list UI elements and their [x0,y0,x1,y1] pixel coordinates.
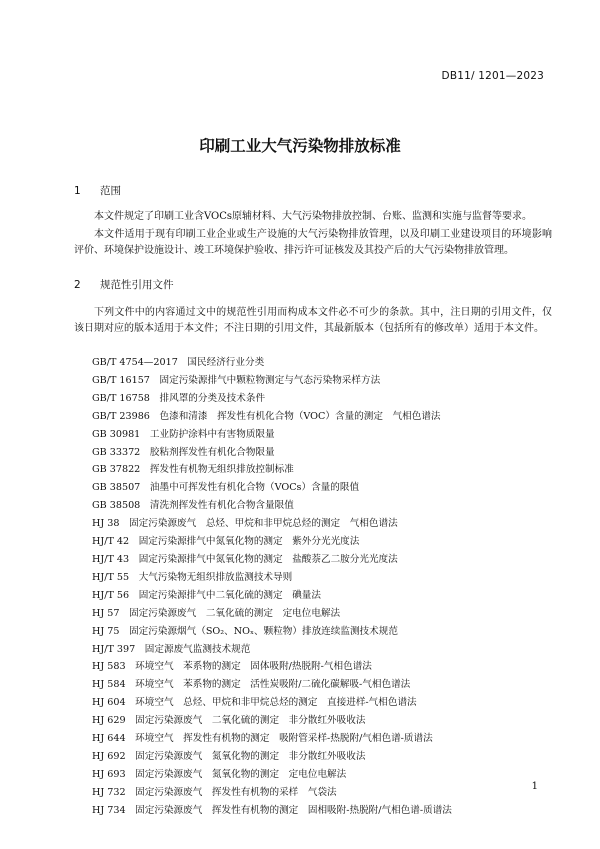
reference-item: GB/T 23986 色漆和清漆 挥发性有机化合物（VOC）含量的测定 气相色谱法 [92,410,441,422]
reference-item: HJ/T 56 固定污染源排气中二氧化硫的测定 碘量法 [92,589,321,601]
scope-paragraph-2: 本文件适用于现有印刷工业企业或生产设施的大气污染物排放管理，以及印刷工业建设项目的环境影响评价、环境保护设施设计、竣工环境保护验收、排污许可证核发及其投产后的大气污染物排放管理。 [74,229,552,256]
section-heading-scope [74,183,121,198]
reference-item: HJ 629 固定污染源废气 二氧化硫的测定 非分散红外吸收法 [92,715,366,727]
reference-item: HJ 732 固定污染源废气 挥发性有机物的采样 气袋法 [92,786,337,798]
section-number: 2 [74,279,81,291]
reference-item: HJ 644 环境空气 挥发性有机物的测定 吸附管采样-热脱附/气相色谱-质谱法 [92,733,433,745]
reference-item: HJ/T 55 大气污染物无组织排放监测技术导则 [92,571,293,583]
reference-item: HJ/T 43 固定污染源排气中氮氧化物的测定 盐酸萘乙二胺分光光度法 [92,553,398,565]
section-number: 1 [74,185,81,197]
reference-item: GB/T 16758 排风罩的分类及技术条件 [92,392,266,404]
reference-item: GB 38507 油墨中可挥发性有机化合物（VOCs）含量的限值 [92,482,360,494]
section-title: 规范性引用文件 [100,279,174,291]
reference-item: GB 37822 挥发性有机物无组织排放控制标准 [92,464,294,476]
reference-item: HJ/T 397 固定源废气监测技术规范 [92,643,251,655]
reference-item: HJ/T 42 固定污染源排气中氮氧化物的测定 紫外分光光度法 [92,536,360,548]
section-heading-normative-references [74,277,174,292]
reference-item: GB/T 4754—2017 国民经济行业分类 [92,357,265,368]
reference-item: HJ 75 固定污染源烟气（SO₂、NOₓ、颗粒物）排放连续监测技术规范 [92,625,398,637]
reference-item: HJ 693 固定污染源废气 氮氧化物的测定 定电位电解法 [92,768,347,780]
page-number: 1 [531,781,538,792]
references-intro-paragraph: 下列文件中的内容通过文中的规范性引用而构成本文件必不可少的条款。其中，注日期的引用文件，仅该日期对应的版本适用于本文件；不注日期的引用文件，其最新版本（包括所有的修改单）适用于本文件。 [74,307,552,334]
reference-item: GB/T 16157 固定污染源排气中颗粒物测定与气态污染物采样方法 [92,374,381,386]
document-title: 印刷工业大气污染物排放标准 [199,137,401,155]
reference-item: HJ 57 固定污染源废气 二氧化硫的测定 定电位电解法 [92,607,341,619]
scope-paragraph-1: 本文件规定了印刷工业含VOCs原辅材料、大气污染物排放控制、台账、监测和实施与监督等要求。 [94,211,533,222]
reference-item: GB 38508 清洗剂挥发性有机化合物含量限值 [92,500,294,512]
standard-code: DB11/ 1201—2023 [441,70,544,82]
reference-item: HJ 583 环境空气 苯系物的测定 固体吸附/热脱附-气相色谱法 [92,661,372,673]
reference-item: GB 30981 工业防护涂料中有害物质限量 [92,428,275,440]
reference-item: GB 33372 胶粘剂挥发性有机化合物限量 [92,446,275,458]
reference-item: HJ 692 固定污染源废气 氮氧化物的测定 非分散红外吸收法 [92,750,366,762]
reference-item: HJ 734 固定污染源废气 挥发性有机物的测定 固相吸附-热脱附/气相色谱-质谱法 [92,804,452,816]
section-title: 范围 [100,185,121,197]
reference-item: HJ 604 环境空气 总烃、甲烷和非甲烷总烃的测定 直接进样-气相色谱法 [92,697,417,709]
reference-list [92,354,452,820]
reference-item: HJ 584 环境空气 苯系物的测定 活性炭吸附/二硫化碳解吸-气相色谱法 [92,679,411,691]
reference-item: HJ 38 固定污染源废气 总烃、甲烷和非甲烷总烃的测定 气相色谱法 [92,518,398,530]
